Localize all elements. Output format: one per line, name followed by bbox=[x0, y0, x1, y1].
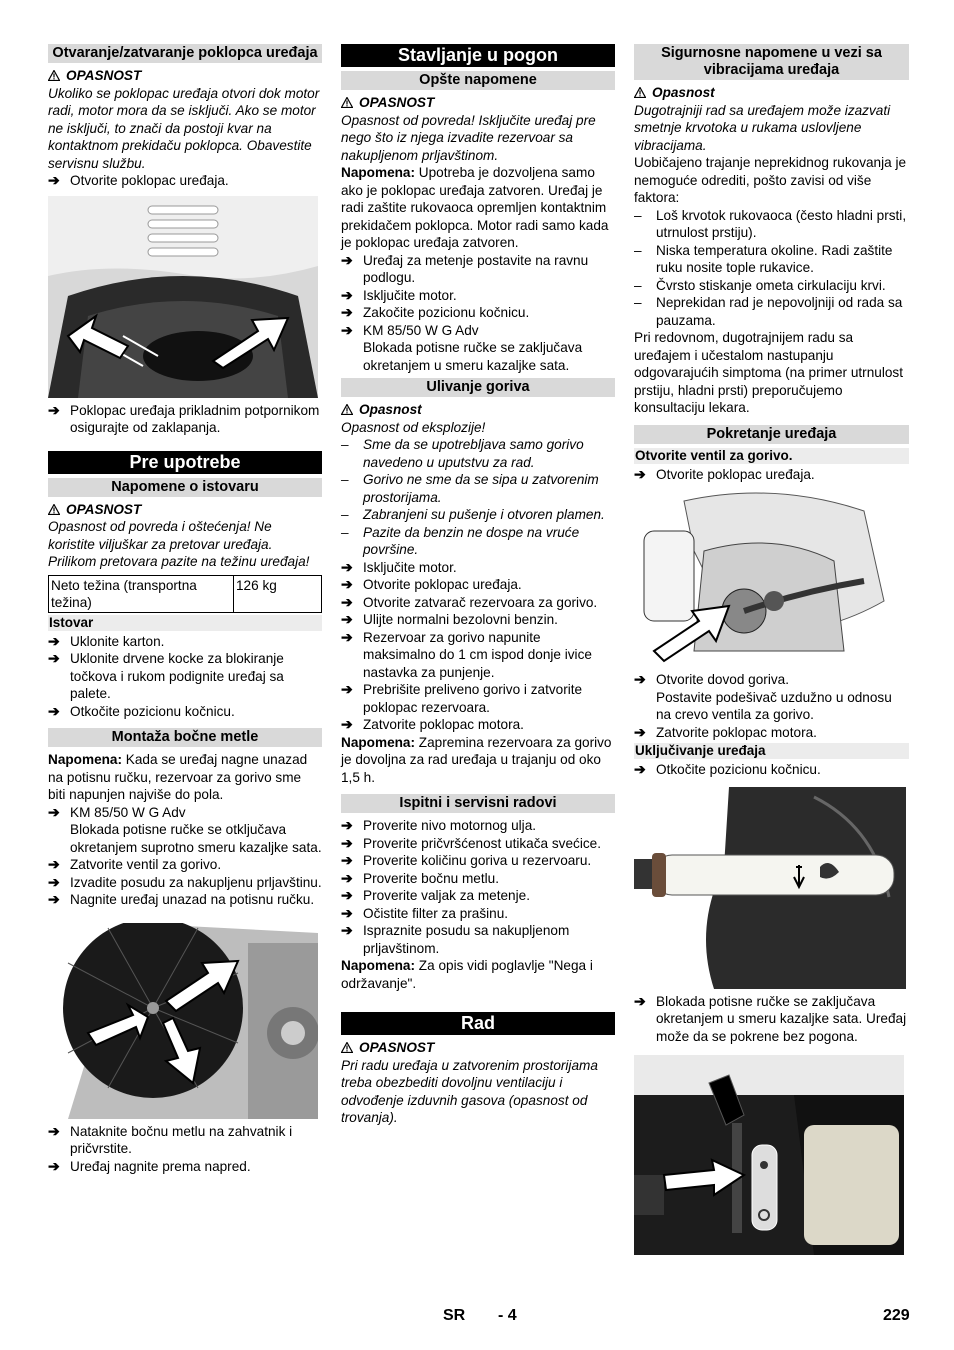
step: ➔ Zatvorite poklopac motora. bbox=[341, 716, 524, 732]
step: ➔ Proverite pričvršćenost utikača svećice. bbox=[341, 834, 601, 851]
figure-fuel-valve bbox=[634, 491, 904, 667]
right-arrow-icon: ➔ bbox=[341, 558, 353, 575]
right-arrow-icon: ➔ bbox=[341, 887, 353, 903]
right-arrow-icon: ➔ bbox=[341, 286, 353, 303]
warning-label: Opasnost bbox=[341, 401, 615, 419]
right-arrow-icon: ➔ bbox=[341, 628, 353, 645]
list-item: – Sme da se upotrebljava samo gorivo navedeno u uputstvu za rad. bbox=[341, 437, 584, 470]
step: ➔ Rezervoar za gorivo napunite maksimalno do 1 cm ispod donje ivice nastavka za punjenje. bbox=[341, 628, 592, 680]
step: ➔ Zatvorite ventil za gorivo. bbox=[48, 856, 222, 872]
chapter-title-pre-use: Pre upotrebe bbox=[48, 451, 322, 474]
note: Napomena: Upotreba je dozvoljena samo ako je poklopac uređaja zatvoren. Uređaj je radi zaštite rukovaoca opremljen kontaktnim prekidačem poklopca. Motor radi samo kada je poklopac uređaja zatvoren. bbox=[341, 165, 609, 250]
column-right bbox=[634, 44, 909, 1259]
list-item: – Neprekidan rad je nepovoljniji od rada sa pauzama. bbox=[634, 295, 903, 328]
warning-text: Opasnost od povreda! Isključite uređaj pre nego što iz njega izvadite rezervoar sa nakupljenom prljavštinom. bbox=[341, 112, 596, 163]
right-arrow-icon: ➔ bbox=[48, 856, 60, 872]
subsection-title-fuel-valve: Otvorite ventil za gorivo. bbox=[634, 448, 909, 464]
subsection-title-switch-on: Uključivanje uređaja bbox=[634, 743, 909, 759]
right-arrow-icon: ➔ bbox=[48, 172, 60, 188]
right-arrow-icon: ➔ bbox=[48, 1122, 60, 1139]
step: ➔ Proverite valjak za metenje. bbox=[341, 887, 530, 903]
step: ➔ Proverite količinu goriva u rezervoaru. bbox=[341, 852, 592, 868]
warning-text: Opasnost od eksplozije! bbox=[341, 419, 486, 435]
right-arrow-icon: ➔ bbox=[634, 465, 646, 482]
warning-triangle-icon bbox=[48, 70, 60, 81]
warning-triangle-icon bbox=[341, 404, 353, 415]
warning-label: OPASNOST bbox=[48, 67, 322, 85]
warning-text: Dugotrajniji rad sa uređajem može izazvati smetnje krvotoka u rukama uslovljene vibracijama. bbox=[634, 102, 891, 153]
list-item: – Gorivo ne sme da se sipa u zatvorenim prostorijama. bbox=[341, 472, 599, 505]
note: Napomena: Za opis vidi poglavlje "Nega i održavanje". bbox=[341, 958, 593, 991]
subsection-title-unloading: Istovar bbox=[48, 615, 322, 631]
column-middle bbox=[341, 44, 615, 1127]
right-arrow-icon: ➔ bbox=[341, 611, 353, 627]
step: ➔ Otkočite pozicionu kočnicu. bbox=[48, 702, 235, 719]
right-arrow-icon: ➔ bbox=[341, 834, 353, 851]
warning-triangle-icon bbox=[634, 87, 646, 98]
step: ➔ Otvorite poklopac uređaja. bbox=[48, 172, 229, 188]
note: Napomena: Zapremina rezervoara za gorivo je dovoljna za rad uređaja u trajanju od oko 1,5 h. bbox=[341, 734, 612, 785]
right-arrow-icon: ➔ bbox=[48, 803, 60, 820]
list-item: – Pazite da benzin ne dospe na vruće površine. bbox=[341, 524, 580, 557]
step: ➔ Proverite bočnu metlu. bbox=[341, 869, 500, 886]
list-item: – Loš krvotok rukovaoca (često hladni prsti, utrnulost prstiju). bbox=[634, 207, 907, 240]
right-arrow-icon: ➔ bbox=[48, 401, 60, 418]
right-arrow-icon: ➔ bbox=[341, 681, 353, 697]
footer-language: SR bbox=[443, 1307, 466, 1324]
section-title-general: Opšte napomene bbox=[341, 71, 615, 90]
section-title-unloading: Napomene o istovaru bbox=[48, 478, 322, 497]
right-arrow-icon: ➔ bbox=[634, 761, 646, 777]
warning-text: Opasnost od povreda i oštećenja! Ne koristite viljuškar za pretovar uređaja. Prilikom pretovara pazite na težinu uređaja! bbox=[48, 519, 310, 569]
warning-triangle-icon bbox=[48, 504, 60, 515]
right-arrow-icon: ➔ bbox=[341, 576, 353, 592]
right-arrow-icon: ➔ bbox=[48, 702, 60, 719]
section-title-start: Pokretanje uređaja bbox=[634, 425, 909, 444]
right-arrow-icon: ➔ bbox=[48, 1157, 60, 1174]
paragraph: Pri redovnom, dugotrajnijem radu sa uređajem i učestalom nastupanju odgovarajućih simptoma (na primer utrnulost prstiju, hladni prsti) preporučujemo konsultaciju lekara. bbox=[634, 330, 903, 415]
step: ➔ Prebrišite preliveno gorivo i zatvorite poklopac rezervoara. bbox=[341, 681, 583, 715]
section-title-cover: Otvaranje/zatvaranje poklopca uređaja bbox=[48, 44, 322, 63]
list-item: – Zabranjeni su pušenje i otvoren plamen. bbox=[341, 507, 605, 522]
section-title-fuel: Ulivanje goriva bbox=[341, 378, 615, 397]
list-item: – Čvrsto stiskanje ometa cirkulaciju krvi. bbox=[634, 277, 886, 293]
right-arrow-icon: ➔ bbox=[341, 251, 353, 268]
step: ➔ Otvorite poklopac uređaja. bbox=[634, 465, 815, 482]
step: ➔ Otvorite dovod goriva. Postavite podešivač uzdužno u odnosu na crevo ventila za gorivo. bbox=[634, 671, 892, 722]
right-arrow-icon: ➔ bbox=[48, 650, 60, 666]
step: ➔ Otkočite pozicionu kočnicu. bbox=[634, 761, 821, 777]
chapter-title-start-up: Stavljanje u pogon bbox=[341, 44, 615, 67]
figure-side-brush bbox=[48, 923, 318, 1119]
step: ➔ Očistite filter za prašinu. bbox=[341, 904, 509, 921]
column-left bbox=[48, 44, 322, 1175]
step: ➔ Otvorite zatvarač rezervoara za gorivo. bbox=[341, 593, 598, 610]
warning-label: OPASNOST bbox=[341, 94, 615, 112]
table-value: 126 kg bbox=[234, 575, 322, 612]
step: ➔ Nagnite uređaj unazad na potisnu ručku. bbox=[48, 891, 315, 907]
step: ➔ Isključite motor. bbox=[341, 558, 457, 575]
right-arrow-icon: ➔ bbox=[48, 632, 60, 649]
step: ➔ Isključite motor. bbox=[341, 286, 457, 303]
step: ➔ Uređaj za metenje postavite na ravnu podlogu. bbox=[341, 251, 589, 285]
paragraph: Uobičajeno trajanje neprekidnog rukovanja je nemoguće odrediti, pošto zavisi od više faktora: bbox=[634, 155, 907, 205]
table-label: Neto težina (transportna težina) bbox=[49, 575, 234, 612]
step: ➔ Nataknite bočnu metlu na zahvatnik i pričvrstite. bbox=[48, 1122, 293, 1156]
step: ➔ Poklopac uređaja prikladnim potpornikom osigurajte od zaklapanja. bbox=[48, 401, 320, 435]
warning-label: Opasnost bbox=[634, 84, 909, 102]
right-arrow-icon: ➔ bbox=[634, 992, 646, 1009]
section-title-inspection: Ispitni i servisni radovi bbox=[341, 794, 615, 813]
step: ➔ Ispraznite posudu sa nakupljenom prljavštinom. bbox=[341, 922, 570, 956]
right-arrow-icon: ➔ bbox=[341, 321, 353, 338]
warning-triangle-icon bbox=[341, 97, 353, 108]
right-arrow-icon: ➔ bbox=[341, 852, 353, 868]
section-title-vibration: Sigurnosne napomene u vezi sa vibracijama uređaja bbox=[634, 44, 909, 80]
weight-table bbox=[48, 575, 322, 613]
right-arrow-icon: ➔ bbox=[634, 723, 646, 740]
right-arrow-icon: ➔ bbox=[341, 922, 353, 938]
step: ➔ Zakočite pozicionu kočnicu. bbox=[341, 304, 530, 320]
figure-lock-lever bbox=[634, 1055, 904, 1255]
warning-label: OPASNOST bbox=[48, 501, 322, 519]
right-arrow-icon: ➔ bbox=[341, 817, 353, 833]
right-arrow-icon: ➔ bbox=[48, 891, 60, 907]
step: ➔ Proverite nivo motornog ulja. bbox=[341, 817, 537, 833]
step: ➔ Uređaj nagnite prema napred. bbox=[48, 1157, 251, 1174]
step: ➔ Uklonite karton. bbox=[48, 632, 165, 649]
footer-local-page: - 4 bbox=[498, 1307, 517, 1324]
step: ➔ Ulijte normalni bezolovni benzin. bbox=[341, 611, 558, 627]
footer-page-number: 229 bbox=[883, 1307, 910, 1324]
warning-text: Ukoliko se poklopac uređaja otvori dok motor radi, motor mora da se isključi. Ako se motor ne isključi, to znači da postoji kvar na kontaktnom prekidaču poklopca. Obavestite servisnu službu. bbox=[48, 85, 320, 171]
warning-label: OPASNOST bbox=[341, 1039, 615, 1057]
right-arrow-icon: ➔ bbox=[341, 593, 353, 610]
step: ➔ Izvadite posudu za nakupljenu prljavštinu. bbox=[48, 873, 322, 890]
warning-triangle-icon bbox=[341, 1042, 353, 1053]
note: Napomena: Kada se uređaj nagne unazad na potisnu ručku, rezervoar za gorivo sme biti napunjen najviše do pola. bbox=[48, 752, 308, 802]
right-arrow-icon: ➔ bbox=[341, 304, 353, 320]
list-item: – Niska temperatura okoline. Radi zaštite ruku nosite tople rukavice. bbox=[634, 242, 893, 275]
right-arrow-icon: ➔ bbox=[48, 873, 60, 890]
step: ➔ KM 85/50 W G Adv Blokada potisne ručke se zaključava okretanjem u smeru kazaljke sata. bbox=[341, 321, 583, 373]
right-arrow-icon: ➔ bbox=[634, 671, 646, 687]
step: ➔ Otvorite poklopac uređaja. bbox=[341, 576, 522, 592]
section-title-side-brush: Montaža bočne metle bbox=[48, 728, 322, 747]
step: ➔ KM 85/50 W G Adv Blokada potisne ručke se otključava okretanjem suprotno smeru kazaljke sata. bbox=[48, 803, 322, 855]
right-arrow-icon: ➔ bbox=[341, 904, 353, 921]
step: ➔ Zatvorite poklopac motora. bbox=[634, 723, 817, 740]
warning-text: Pri radu uređaja u zatvorenim prostorijama treba obezbediti dovoljnu ventilaciju i odvođenje izduvnih gasova (opasnost od trovanja). bbox=[341, 1057, 598, 1125]
step: ➔ Blokada potisne ručke se zaključava okretanjem u smeru kazaljke sata. Uređaj može da se pokrene bez pogona. bbox=[634, 992, 907, 1044]
step: ➔ Uklonite drvene kocke za blokiranje točkova i rukom podignite uređaj sa palete. bbox=[48, 650, 284, 701]
figure-push-handle bbox=[634, 787, 906, 989]
figure-cover-open bbox=[48, 196, 318, 398]
right-arrow-icon: ➔ bbox=[341, 716, 353, 732]
right-arrow-icon: ➔ bbox=[341, 869, 353, 886]
chapter-title-operation: Rad bbox=[341, 1012, 615, 1035]
